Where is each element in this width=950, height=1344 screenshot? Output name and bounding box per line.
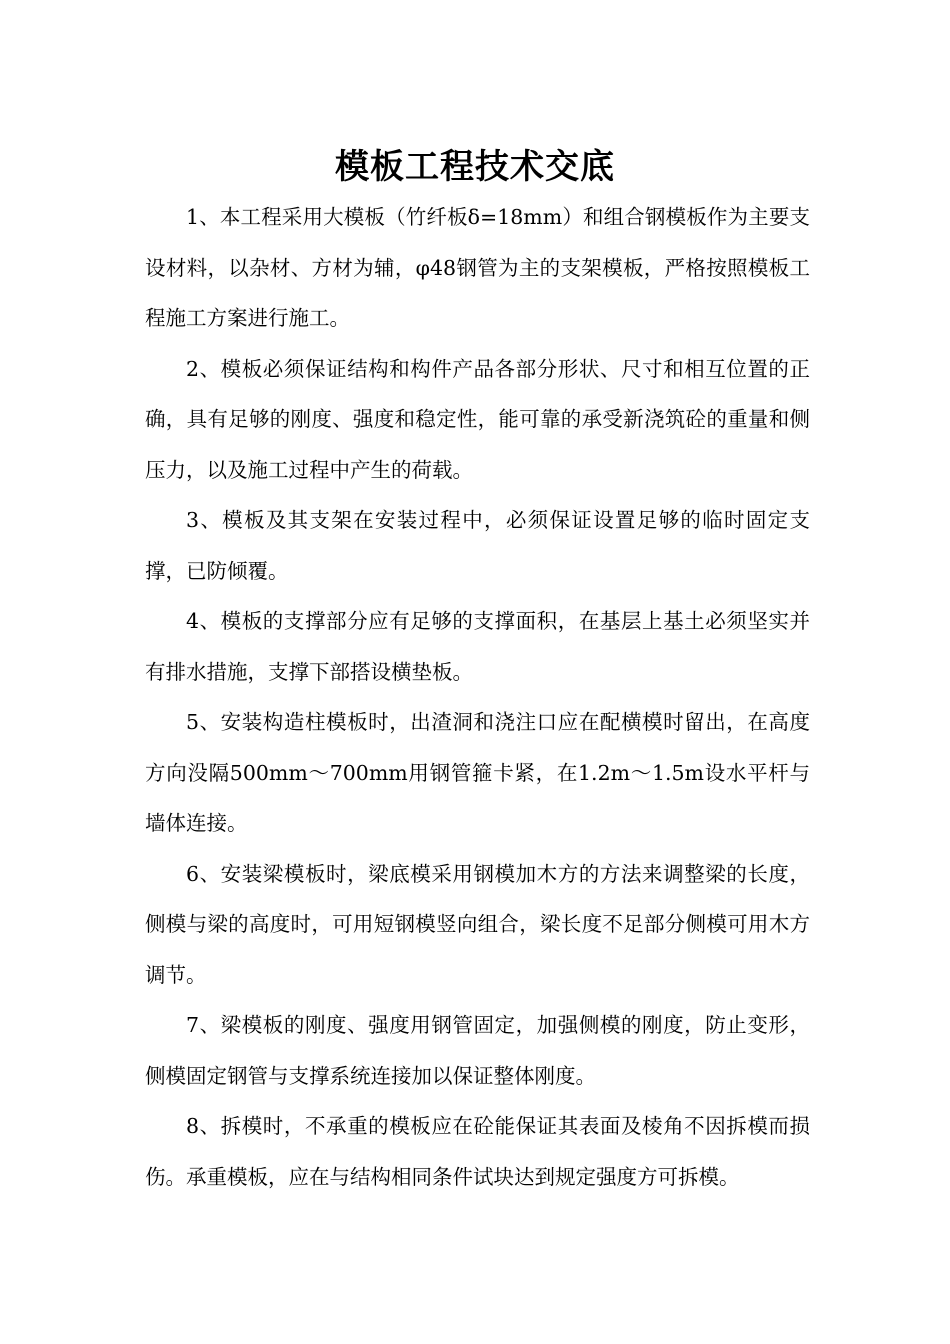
paragraph-8: 8、拆模时，不承重的模板应在砼能保证其表面及棱角不因拆模而损伤。承重模板，应在与结构相同条件试块达到规定强度方可拆模。 — [145, 1114, 810, 1189]
paragraph-2: 2、模板必须保证结构和构件产品各部分形状、尺寸和相互位置的正确，具有足够的刚度、强度和稳定性，能可靠的承受新浇筑砼的重量和侧压力，以及施工过程中产生的荷载。 — [145, 356, 810, 482]
paragraph-3: 3、模板及其支架在安装过程中，必须保证设置足够的临时固定支撑，已防倾覆。 — [145, 508, 810, 583]
paragraph-7: 7、梁模板的刚度、强度用钢管固定，加强侧模的刚度，防止变形，侧模固定钢管与支撑系统连接加以保证整体刚度。 — [145, 1013, 810, 1088]
document-body — [145, 192, 810, 1202]
paragraph-6: 6、安装梁模板时，梁底模采用钢模加木方的方法来调整梁的长度，侧模与梁的高度时，可用短钢模竖向组合，梁长度不足部分侧模可用木方调节。 — [145, 861, 810, 987]
document-title: 模板工程技术交底 — [335, 146, 615, 187]
paragraph-4: 4、模板的支撑部分应有足够的支撑面积，在基层上基土必须坚实并有排水措施，支撑下部搭设横垫板。 — [145, 609, 810, 684]
paragraph-1: 1、本工程采用大模板（竹纤板δ=18mm）和组合钢模板作为主要支设材料，以杂材、方材为辅，φ48钢管为主的支架模板，严格按照模板工程施工方案进行施工。 — [145, 205, 810, 330]
paragraph-5: 5、安装构造柱模板时，出渣洞和浇注口应在配横模时留出，在高度方向没隔500mm～700mm用钢管箍卡紧，在1.2m～1.5m设水平杆与墙体连接。 — [145, 710, 810, 835]
